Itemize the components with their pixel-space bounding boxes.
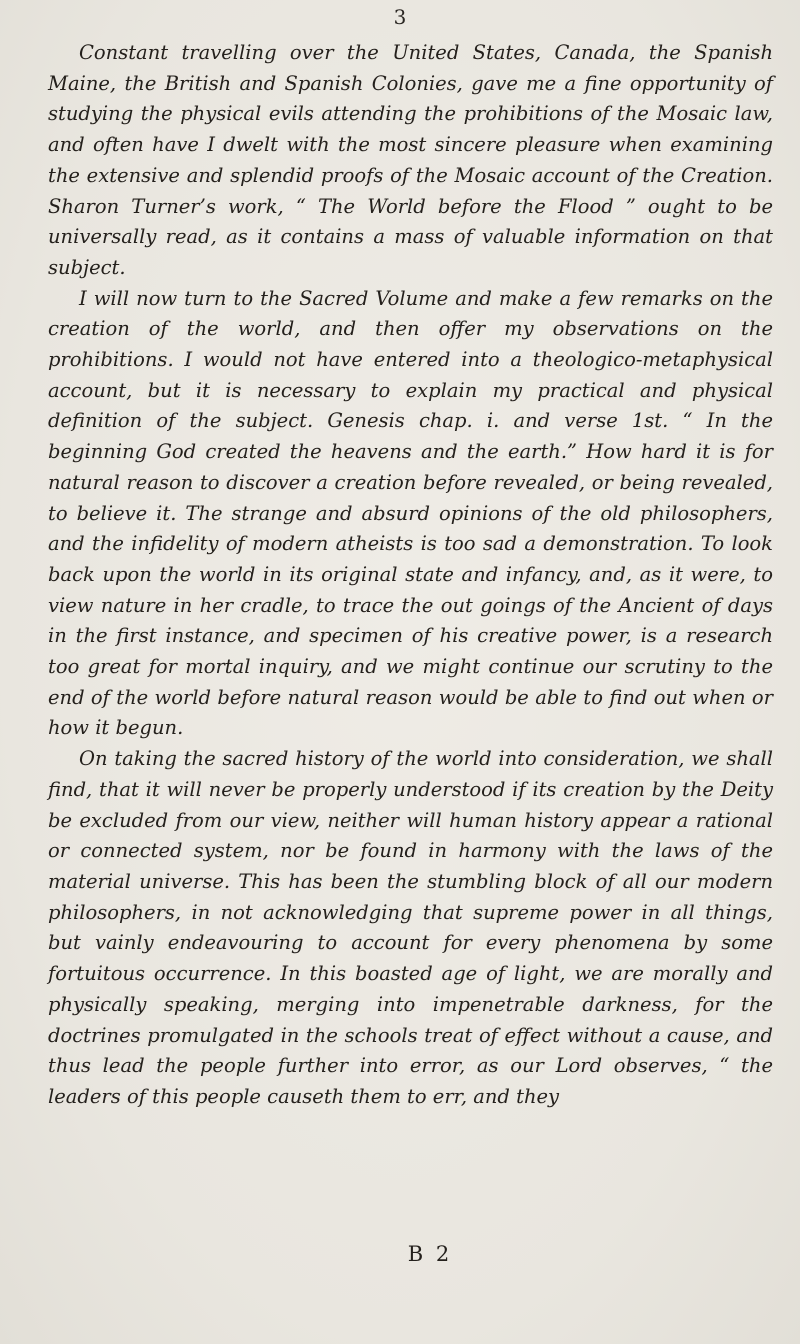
body-text — [48, 38, 773, 1113]
signature-mark: B 2 — [407, 1242, 453, 1266]
paragraph-1: Constant travelling over the United States, Canada, the Spanish Maine, the British and Spanish Colonies, gave me a fine opportunity of studying the physical evils attending the prohibitions of the Mosaic law, and often have I dwelt with the most sincere pleasure when examining the extensive and splendid proofs of the Mosaic account of the Creation. Sharon Turner’s work, “ The World before the Flood ” ought to be universally read, as it contains a mass of valuable information on that subject. — [48, 41, 773, 279]
paragraph-3: On taking the sacred history of the world into consideration, we shall find, that it will never be properly understood if its creation by the Deity be excluded from our view, neither will human history appear a rational or connected system, nor be found in harmony with the laws of the material universe. This has been the stumbling block of all our modern philosophers, in not acknowledging that supreme power in all things, but vainly endeavouring to account for every phenomena by some fortuitous occurrence. In this boasted age of light, we are morally and physically speaking, merging into impenetrable darkness, for the doctrines promulgated in the schools treat of effect without a cause, and thus lead the people further into error, as our Lord observes, “ the leaders of this people causeth them to err, and they — [48, 747, 773, 1108]
page-number: 3 — [393, 5, 407, 29]
paragraph-2: I will now turn to the Sacred Volume and make a few remarks on the creation of the world, and then offer my observations on the prohibitions. I would not have entered into a theologico-metaphysical account, but it is necessary to explain my practical and physical definition of the subject. Genesis chap. i. and verse 1st. “ In the beginning God created the heavens and the earth.” How hard it is for natural reason to discover a creation before revealed, or being revealed, to believe it. The strange and absurd opinions of the old philosophers, and the infidelity of modern atheists is too sad a demonstration. To look back upon the world in its original state and infancy, and, as it were, to view nature in her cradle, to trace the out goings of the Ancient of days in the first instance, and specimen of his creative power, is a research too great for mortal inquiry, and we might continue our scrutiny to the end of the world before natural reason would be able to find out when or how it begun. — [48, 286, 773, 740]
